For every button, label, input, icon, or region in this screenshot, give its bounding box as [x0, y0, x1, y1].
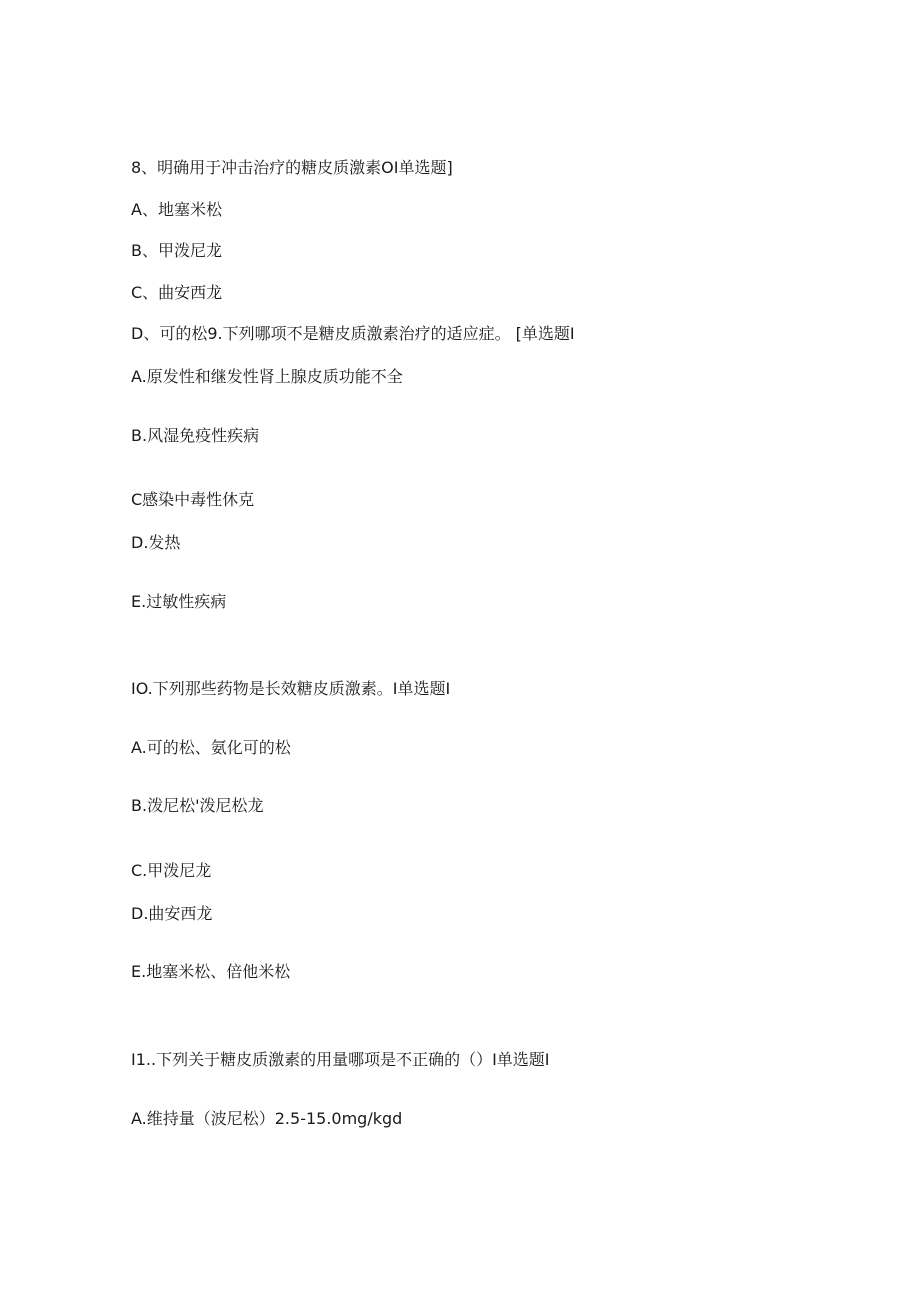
question-10-option-b: B.泼尼松'泼尼松龙	[131, 796, 264, 815]
question-8-option-d-and-question-9-title: D、可的松9.下列哪项不是糖皮质激素治疗的适应症。 [单选题I	[131, 324, 575, 343]
question-10-option-e: E.地塞米松、倍他米松	[131, 962, 291, 981]
question-8-title: 8、明确用于冲击治疗的糖皮质激素OI单选题]	[131, 158, 453, 177]
question-9-option-e: E.过敏性疾病	[131, 592, 227, 611]
question-9-option-d: D.发热	[131, 533, 181, 552]
question-8-option-b: B、甲泼尼龙	[131, 241, 222, 260]
question-11-option-a: A.维持量（波尼松）2.5-15.0mg/kgd	[131, 1109, 403, 1128]
question-10-option-d: D.曲安西龙	[131, 904, 213, 923]
question-9-option-b: B.风湿免疫性疾病	[131, 426, 260, 445]
question-10-option-c: C.甲泼尼龙	[131, 861, 212, 880]
question-9-option-c: C感染中毒性休克	[131, 490, 255, 509]
question-8-option-c: C、曲安西龙	[131, 283, 223, 302]
question-9-option-a: A.原发性和继发性肾上腺皮质功能不全	[131, 367, 403, 386]
question-8-option-a: A、地塞米松	[131, 200, 222, 219]
question-10-title: IO.下列那些药物是长效糖皮质激素。I单选题I	[131, 679, 451, 698]
question-10-option-a: A.可的松、氨化可的松	[131, 738, 291, 757]
question-11-title: I1..下列关于糖皮质激素的用量哪项是不正确的（）I单选题I	[131, 1050, 550, 1069]
